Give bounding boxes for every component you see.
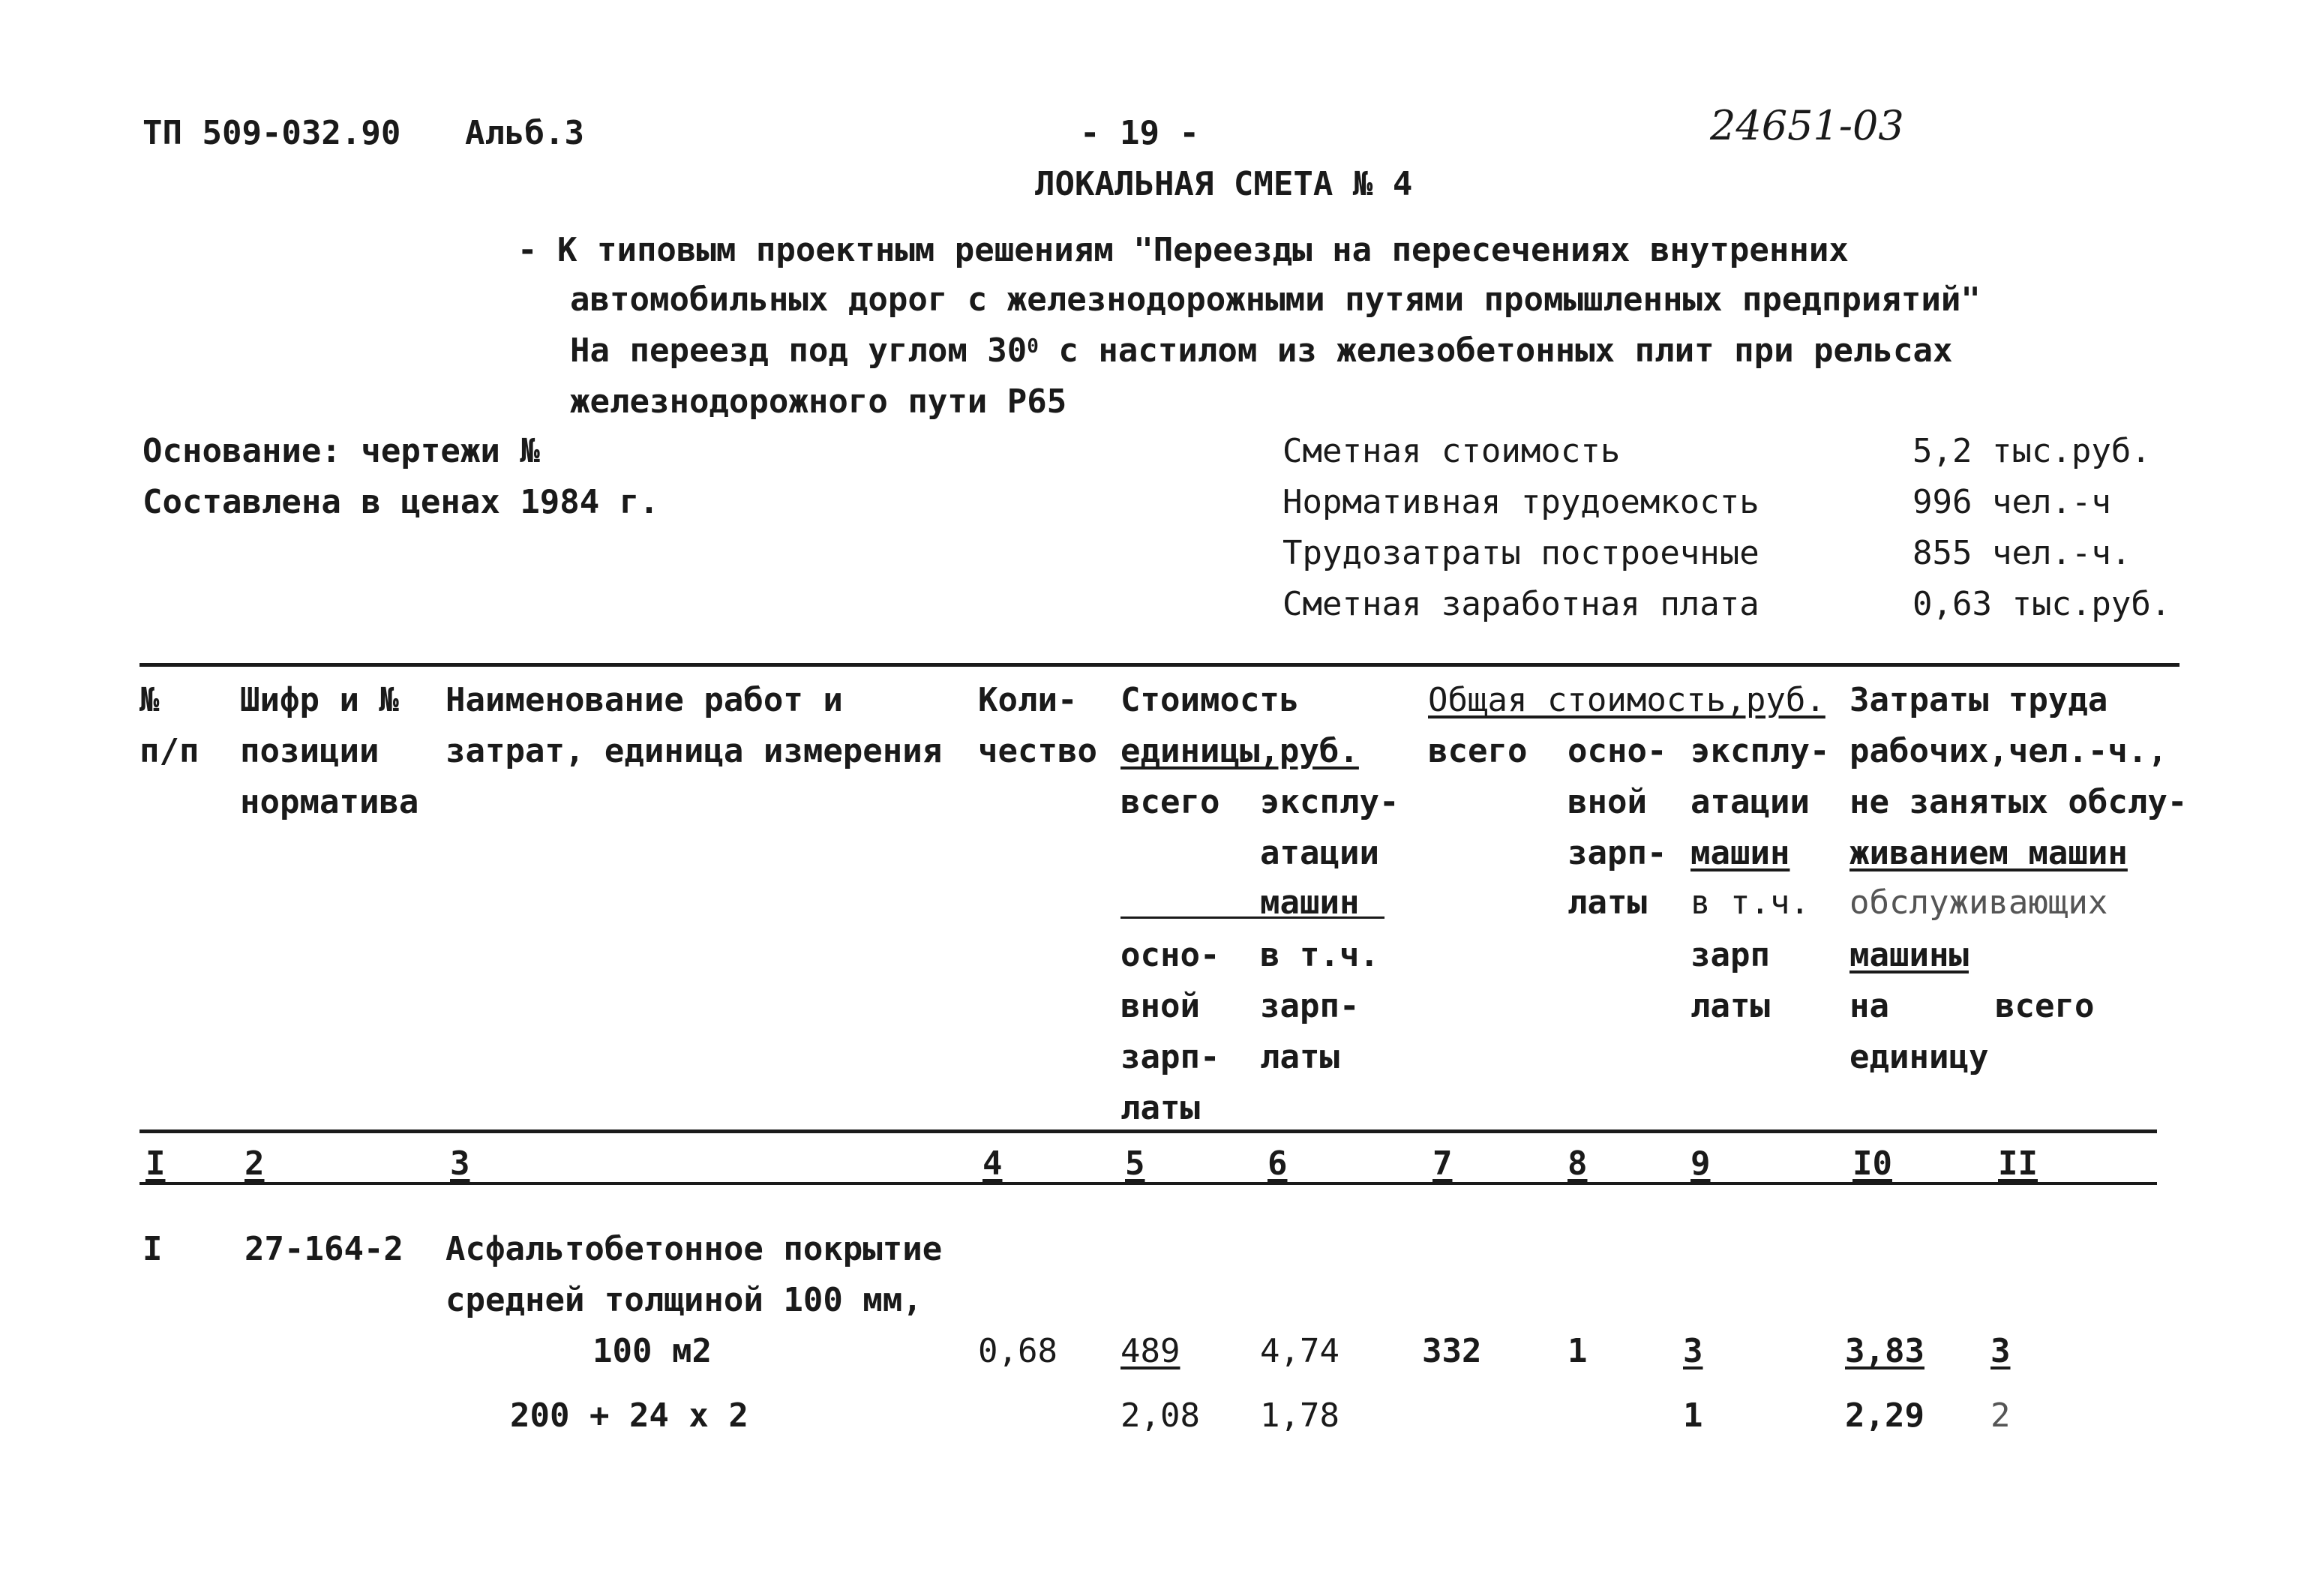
header-unit-wage: зарп- [1120, 1038, 1220, 1076]
header-unit-machine-wage: латы [1260, 1038, 1340, 1076]
summary-label: Нормативная трудоемкость [1282, 483, 1760, 521]
header-unit-machine-wage: зарп- [1260, 987, 1360, 1025]
summary-label: Сметная стоимость [1282, 432, 1621, 470]
header-total: всего [1428, 732, 1528, 770]
header-unit-machine: атации [1260, 834, 1379, 872]
row-quantity: 0,68 [978, 1332, 1058, 1370]
row-name: Асфальтобетонное покрытие [446, 1230, 943, 1268]
header-work-name: Наименование работ и [446, 681, 843, 719]
header-unit-wage: осно- [1120, 936, 1220, 974]
header-unit-cost: единицы,руб. [1120, 732, 1359, 770]
column-number: 5 [1125, 1144, 1145, 1183]
summary-value: 5,2 тыс.руб. [1912, 432, 2151, 470]
header-code: Шифр и № [240, 681, 399, 719]
row-unit-wage: 2,08 [1120, 1396, 1200, 1435]
header-total-wage: зарп- [1568, 834, 1667, 872]
description-line-4: железнодорожного пути Р65 [570, 382, 1067, 421]
row-labor-unit: 2,29 [1845, 1396, 1924, 1435]
summary-value: 0,63 тыс.руб. [1912, 585, 2171, 623]
header-labor: машины [1850, 936, 1969, 974]
header-number: № [140, 681, 160, 719]
header-work-name: затрат, единица измерения [446, 732, 943, 770]
header-labor: Затраты труда [1850, 681, 2108, 719]
description-line-2: автомобильных дорог с железнодорожными путями промышленных предприятий" [570, 280, 1981, 319]
column-number: 7 [1432, 1144, 1453, 1183]
row-number: I [142, 1230, 163, 1268]
header-total-machine: эксплу- [1690, 732, 1830, 770]
column-number: 2 [244, 1144, 265, 1183]
column-number: 3 [450, 1144, 470, 1183]
header-total-machine: атации [1690, 783, 1810, 821]
row-labor-total: 2 [1990, 1396, 2011, 1435]
handwritten-number: 24651-03 [1710, 102, 1904, 149]
header-total-machine: в т.ч. [1690, 884, 1810, 922]
header-total-wage: латы [1568, 884, 1647, 922]
row-total-machine: 3 [1683, 1332, 1703, 1370]
header-bottom-rule [140, 1130, 2157, 1133]
page-number: - 19 - [1080, 114, 1199, 152]
basis-drawings: Основание: чертежи № [142, 432, 540, 470]
header-total-machine: зарп [1690, 936, 1770, 974]
description-line-1: - К типовым проектным решениям "Переезды на пересечениях внутренних [518, 231, 1849, 269]
header-quantity: Коли- [978, 681, 1078, 719]
column-number: I [146, 1144, 166, 1183]
row-formula: 200 + 24 х 2 [510, 1396, 748, 1435]
summary-label: Сметная заработная плата [1282, 585, 1760, 623]
column-number: 6 [1268, 1144, 1288, 1183]
column-number: 4 [982, 1144, 1003, 1183]
header-labor-unit: на [1850, 987, 1889, 1025]
column-number: 9 [1690, 1144, 1711, 1183]
header-unit-machine: эксплу- [1260, 783, 1400, 821]
row-unit-total: 489 [1120, 1332, 1180, 1370]
header-unit-total: всего [1120, 783, 1220, 821]
document-code: ТП 509-032.90 [142, 114, 401, 152]
header-total-machine: машин [1690, 834, 1790, 872]
row-unit-machine: 4,74 [1260, 1332, 1340, 1370]
header-labor: обслуживающих [1850, 884, 2108, 922]
header-labor: не занятых обслу- [1850, 783, 2188, 821]
header-quantity: чество [978, 732, 1097, 770]
header-labor-unit: единицу [1850, 1038, 1989, 1076]
header-number: п/п [140, 732, 200, 770]
album-label: Альб.3 [465, 114, 584, 152]
header-labor-total: всего [1995, 987, 2095, 1025]
column-number: II [1998, 1144, 2038, 1183]
summary-label: Трудозатраты построечные [1282, 534, 1760, 572]
row-total-wage: 1 [1568, 1332, 1588, 1370]
header-unit-wage: вной [1120, 987, 1200, 1025]
header-unit-machine-wage: в т.ч. [1260, 936, 1379, 974]
table-top-rule [140, 663, 2180, 667]
row-unit: 100 м2 [592, 1332, 712, 1370]
column-number: I0 [1852, 1144, 1892, 1183]
header-unit-cost: Стоимость [1120, 681, 1300, 719]
header-labor: рабочих,чел.-ч., [1850, 732, 2168, 770]
row-unit-machine-wage: 1,78 [1260, 1396, 1340, 1435]
row-code: 27-164-2 [244, 1230, 404, 1268]
summary-value: 996 чел.-ч [1912, 483, 2111, 521]
basis-prices: Составлена в ценах 1984 г. [142, 483, 659, 521]
column-number: 8 [1568, 1144, 1588, 1183]
document-title: ЛОКАЛЬНАЯ СМЕТА № 4 [1035, 165, 1413, 203]
row-labor-total: 3 [1990, 1332, 2011, 1370]
header-unit-wage: латы [1120, 1089, 1200, 1127]
header-code: норматива [240, 783, 419, 821]
header-total-cost: Общая стоимость,руб. [1428, 681, 1826, 719]
row-total-machine-wage: 1 [1683, 1396, 1703, 1435]
header-code: позиции [240, 732, 380, 770]
row-total: 332 [1422, 1332, 1482, 1370]
row-name: средней толщиной 100 мм, [446, 1281, 922, 1319]
header-labor: живанием машин [1850, 834, 2128, 872]
summary-value: 855 чел.-ч. [1912, 534, 2132, 572]
header-total-machine: латы [1690, 987, 1770, 1025]
row-labor-unit: 3,83 [1845, 1332, 1924, 1370]
description-line-3: На переезд под углом $30^0$ с настилом из железобетонных плит при рельсах [570, 332, 1953, 370]
header-total-wage: вной [1568, 783, 1647, 821]
header-total-wage: осно- [1568, 732, 1667, 770]
header-unit-machine: машин [1260, 884, 1360, 922]
